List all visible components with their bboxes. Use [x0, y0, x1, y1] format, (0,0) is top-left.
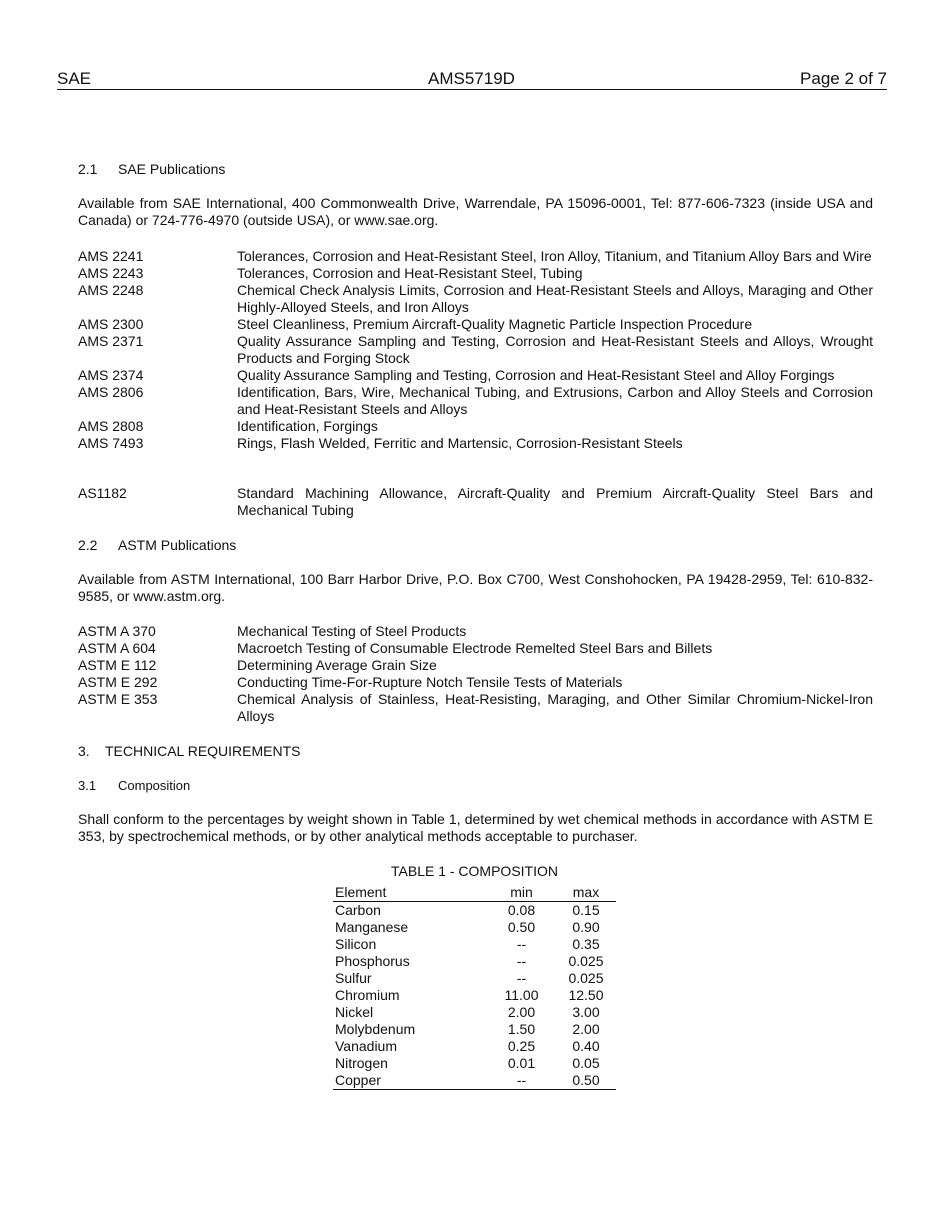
table-cell: 0.50: [556, 1072, 616, 1090]
table-row: [333, 936, 616, 953]
table-cell: 0.90: [572, 919, 600, 935]
table-cell: 2.00: [507, 1004, 536, 1020]
header-page-number: Page 2 of 7: [800, 69, 887, 88]
table-cell: 0.25: [507, 1038, 536, 1054]
table-cell: 3.00: [572, 1004, 600, 1020]
reference-code: AMS 2300: [78, 316, 144, 332]
table-cell: Copper: [333, 1072, 487, 1090]
table-row: [333, 919, 616, 936]
table-caption: TABLE 1 - COMPOSITION: [391, 863, 558, 879]
table-cell: 0.50: [507, 919, 536, 935]
reference-item: [78, 282, 873, 316]
table-cell: 0.40: [572, 1038, 600, 1054]
column-header: max: [556, 884, 616, 902]
table-cell: --: [516, 953, 527, 969]
reference-title: Conducting Time-For-Rupture Notch Tensile Tests of Materials: [237, 674, 623, 690]
section-number: 2.1: [78, 161, 98, 177]
section-2-1-paragraph: Available from SAE International, 400 Commonwealth Drive, Warrendale, PA 15096-0001, Tel: 877-606-7323 (inside USA and Canada) or 724-776-4970 (outside USA), or www.sae.org.: [78, 195, 873, 228]
table-cell: --: [516, 936, 527, 952]
table-cell: Silicon: [335, 936, 377, 952]
table-cell: Manganese: [335, 919, 409, 935]
table-cell: --: [516, 970, 527, 986]
table-cell: Phosphorus: [335, 953, 410, 969]
reference-title: Rings, Flash Welded, Ferritic and Martensic, Corrosion-Resistant Steels: [237, 435, 683, 451]
table-cell: 0.35: [572, 936, 600, 952]
header-doc-number: AMS5719D: [428, 69, 515, 88]
section-title: TECHNICAL REQUIREMENTS: [105, 743, 301, 759]
table-row: [333, 970, 616, 987]
reference-code: ASTM A 604: [78, 640, 156, 656]
table-row: [333, 1055, 616, 1072]
reference-code: AMS 2806: [78, 384, 144, 400]
page-header: [57, 69, 887, 90]
table-row: [333, 1038, 616, 1055]
reference-code: AS1182: [78, 485, 127, 501]
column-header: Element: [333, 884, 487, 902]
reference-item: [78, 367, 873, 384]
table-cell: Carbon: [335, 902, 381, 918]
reference-title: Quality Assurance Sampling and Testing, Corrosion and Heat-Resistant Steels and Alloys, Wrought Products and Forging Stock: [237, 333, 873, 366]
reference-item: [78, 657, 873, 674]
table-cell: 1.50: [507, 1021, 536, 1037]
table-cell: Nitrogen: [335, 1055, 388, 1071]
table-cell: Nickel: [335, 1004, 374, 1020]
section-title: ASTM Publications: [118, 537, 237, 553]
section-3-1-heading: [78, 777, 190, 794]
reference-code: AMS 2243: [78, 265, 144, 281]
reference-code: ASTM E 353: [78, 691, 158, 707]
table-row: [333, 1004, 616, 1021]
reference-code: ASTM A 370: [78, 623, 156, 639]
reference-code: ASTM E 112: [78, 657, 157, 673]
table-cell: --: [487, 1072, 556, 1090]
reference-item: [78, 691, 873, 725]
astm-reference-list: [78, 623, 873, 725]
section-number: 2.2: [78, 537, 98, 553]
reference-item: [78, 640, 873, 657]
reference-title: Tolerances, Corrosion and Heat-Resistant Steel, Tubing: [237, 265, 583, 281]
reference-title: Tolerances, Corrosion and Heat-Resistant Steel, Iron Alloy, Titanium, and Titanium Alloy Bars and Wire: [237, 248, 872, 264]
section-2-2-paragraph: Available from ASTM International, 100 Barr Harbor Drive, P.O. Box C700, West Conshohocken, PA 19428-2959, Tel: 610-832-9585, or www.astm.org.: [78, 571, 873, 604]
table-cell: 0.08: [507, 902, 536, 918]
table-cell: 0.025: [568, 953, 604, 969]
reference-code: ASTM E 292: [78, 674, 158, 690]
table-cell: 12.50: [568, 987, 604, 1003]
reference-item: [78, 674, 873, 691]
reference-code: AMS 2808: [78, 418, 144, 434]
sae-reference-list: [78, 248, 873, 452]
section-3-heading: [78, 743, 301, 760]
reference-title: Quality Assurance Sampling and Testing, Corrosion and Heat-Resistant Steel and Alloy Forgings: [237, 367, 835, 383]
reference-title: Mechanical Testing of Steel Products: [237, 623, 467, 639]
table-cell: 11.00: [504, 987, 539, 1003]
reference-item: [78, 316, 873, 333]
reference-title: Macroetch Testing of Consumable Electrode Remelted Steel Bars and Billets: [237, 640, 713, 656]
header-org: SAE: [57, 69, 92, 88]
section-number: 3.: [78, 743, 90, 759]
reference-title: Determining Average Grain Size: [237, 657, 437, 673]
table-cell: Chromium: [335, 987, 400, 1003]
table-row: [333, 902, 616, 920]
section-2-2-heading: [78, 537, 236, 554]
reference-item: [78, 248, 873, 265]
as-reference-list: [78, 485, 873, 519]
composition-table: [333, 884, 616, 1090]
table-cell: 0.05: [572, 1055, 600, 1071]
reference-code: AMS 2371: [78, 333, 144, 349]
section-title: Composition: [118, 778, 191, 793]
table-row: [333, 987, 616, 1004]
table-cell: Sulfur: [335, 970, 372, 986]
table-cell: Vanadium: [335, 1038, 398, 1054]
reference-code: AMS 2241: [78, 248, 144, 264]
reference-title: Chemical Check Analysis Limits, Corrosion and Heat-Resistant Steels and Alloys, Maraging and Other Highly-Alloyed Steels, and Iron Alloys: [237, 282, 873, 315]
table-cell: 0.15: [572, 902, 600, 918]
table-cell: 2.00: [572, 1021, 600, 1037]
table-row: [333, 1021, 616, 1038]
table-cell: 0.01: [507, 1055, 536, 1071]
table-cell: Molybdenum: [335, 1021, 416, 1037]
table-header-row: [333, 884, 616, 902]
reference-title: Standard Machining Allowance, Aircraft-Quality and Premium Aircraft-Quality Steel Bars and Mechanical Tubing: [237, 485, 873, 518]
reference-title: Identification, Bars, Wire, Mechanical Tubing, and Extrusions, Carbon and Alloy Steels and Corrosion and Heat-Resistant Steels and Alloys: [237, 384, 873, 417]
table-cell: 0.025: [568, 970, 604, 986]
reference-item: [78, 333, 873, 367]
section-2-1-heading: [78, 161, 225, 178]
reference-title: Identification, Forgings: [237, 418, 378, 434]
reference-item: [78, 435, 873, 452]
reference-code: AMS 2374: [78, 367, 144, 383]
reference-item: [78, 384, 873, 418]
reference-item: [78, 418, 873, 435]
reference-title: Chemical Analysis of Stainless, Heat-Resisting, Maraging, and Other Similar Chromium-Nickel-Iron Alloys: [237, 691, 873, 724]
table-row: [333, 953, 616, 970]
section-number: 3.1: [78, 778, 97, 793]
section-3-1-paragraph: Shall conform to the percentages by weight shown in Table 1, determined by wet chemical methods in accordance with ASTM E 353, by spectrochemical methods, or by other analytical methods acceptable to purchaser.: [78, 811, 873, 844]
reference-item: [78, 265, 873, 282]
reference-code: AMS 2248: [78, 282, 144, 298]
reference-item: [78, 485, 873, 519]
reference-code: AMS 7493: [78, 435, 144, 451]
section-title: SAE Publications: [118, 161, 226, 177]
reference-item: [78, 623, 873, 640]
reference-title: Steel Cleanliness, Premium Aircraft-Quality Magnetic Particle Inspection Procedure: [237, 316, 753, 332]
table-row: [333, 1072, 616, 1090]
column-header: min: [487, 884, 556, 902]
